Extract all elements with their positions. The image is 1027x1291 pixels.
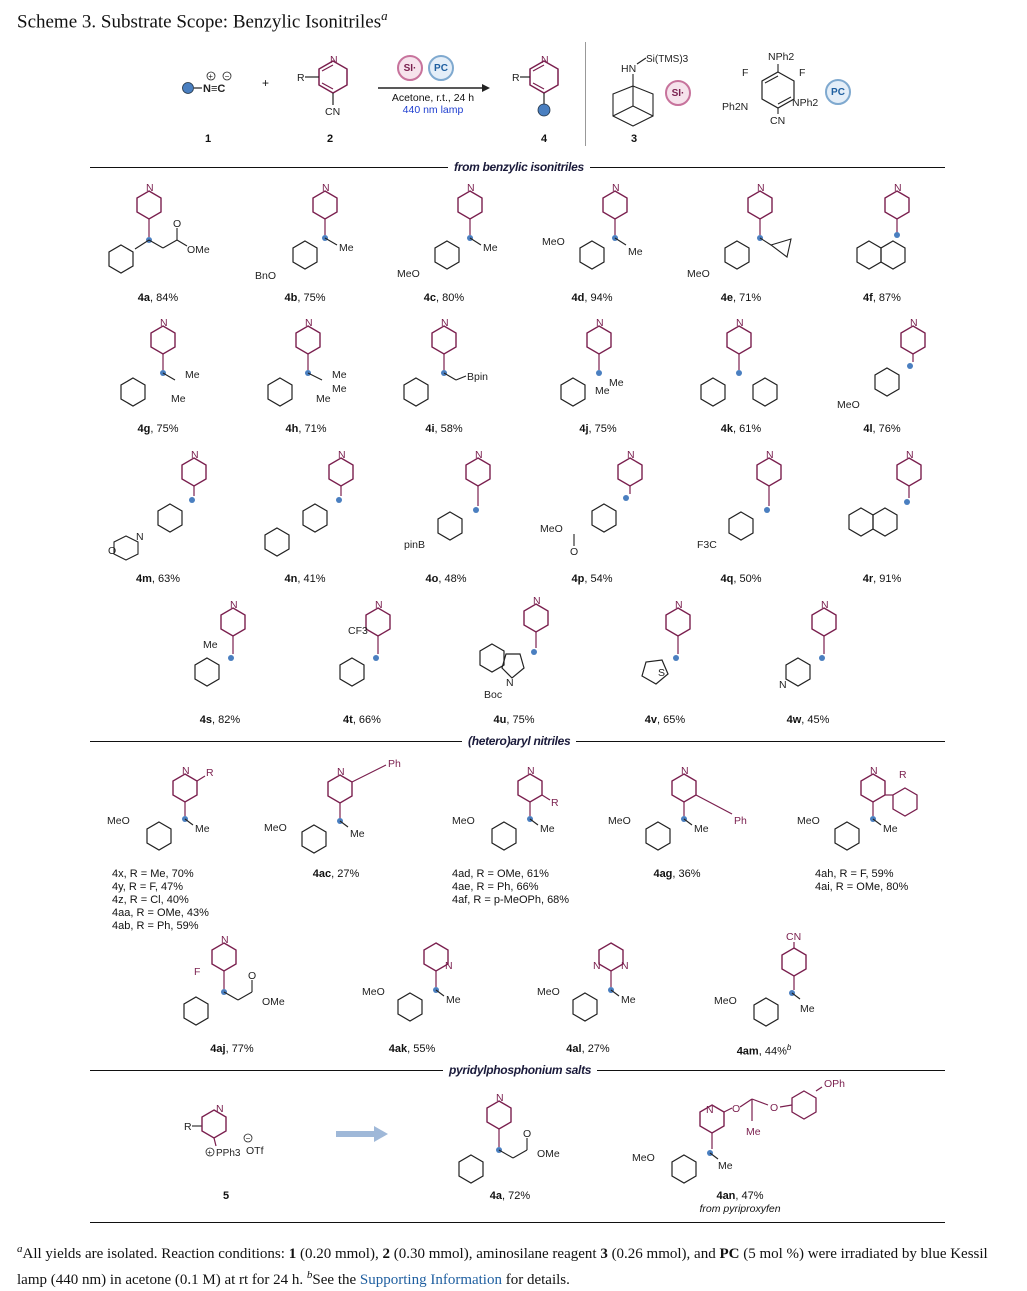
- svg-text:Me: Me: [195, 823, 210, 835]
- structure-4k: [695, 318, 795, 413]
- svg-text:MeO: MeO: [687, 268, 710, 280]
- svg-text:N: N: [337, 766, 345, 778]
- compound-number-3: 3: [630, 133, 638, 145]
- svg-text:O: O: [770, 1102, 779, 1114]
- svg-text:Me: Me: [718, 1160, 733, 1172]
- section-heading-benzylic: from benzylic isonitriles: [448, 160, 590, 174]
- structure-4m: [108, 450, 218, 565]
- structure-4ac: [262, 755, 412, 865]
- svg-text:N: N: [160, 317, 168, 329]
- svg-text:CN: CN: [786, 931, 802, 943]
- caption-4q: 4q, 50%: [720, 573, 762, 585]
- caption-4ak: 4ak, 55%: [388, 1043, 436, 1055]
- svg-text:OTf: OTf: [246, 1145, 264, 1157]
- photocatalyst-badge-2: PC: [825, 79, 851, 105]
- caption-line: 4aa, R = OMe, 43%: [112, 907, 209, 919]
- caption-4f: 4f, 87%: [863, 292, 901, 304]
- structure-4d: [540, 183, 650, 283]
- svg-text:N: N: [894, 182, 902, 194]
- svg-text:Me: Me: [339, 242, 354, 254]
- structure-4t: [330, 600, 410, 695]
- caption-line: 4y, R = F, 47%: [112, 881, 184, 893]
- caption-4d: 4d, 94%: [571, 292, 613, 304]
- svg-text:O: O: [570, 546, 579, 558]
- svg-text:Boc: Boc: [484, 689, 503, 701]
- svg-text:MeO: MeO: [540, 523, 563, 535]
- svg-text:N: N: [621, 960, 629, 972]
- scheme-title: Scheme 3. Substrate Scope: Benzylic Isonitriles$^a$: [17, 8, 388, 33]
- svg-text:N: N: [527, 765, 535, 777]
- structure-4g: [115, 318, 215, 413]
- structure-4e: [685, 183, 805, 283]
- svg-text:N: N: [736, 317, 744, 329]
- svg-text:R: R: [899, 769, 907, 781]
- svg-text:N: N: [445, 960, 453, 972]
- svg-text:Me: Me: [800, 1003, 815, 1015]
- svg-text:N: N: [612, 182, 620, 194]
- svg-text:R: R: [184, 1121, 192, 1133]
- caption-4e: 4e, 71%: [720, 292, 762, 304]
- svg-text:Me: Me: [332, 369, 347, 381]
- svg-text:F: F: [799, 67, 806, 79]
- caption-4k: 4k, 61%: [720, 423, 762, 435]
- silicon-reagent-badge: SI·: [397, 55, 423, 81]
- svg-text:N: N: [475, 449, 483, 461]
- svg-text:Me: Me: [883, 823, 898, 835]
- svg-text:O: O: [173, 218, 182, 230]
- svg-text:+: +: [208, 72, 213, 81]
- svg-text:N: N: [506, 677, 514, 689]
- arrow-to-4a: [336, 1126, 391, 1142]
- caption-4ah-4ai: 4ah, R = F, 59% 4ai, R = OMe, 80%: [815, 868, 909, 893]
- svg-text:MeO: MeO: [714, 995, 737, 1007]
- svg-text:Me: Me: [332, 383, 347, 395]
- svg-text:R: R: [512, 72, 520, 84]
- caption-line: 4ab, R = Ph, 59%: [112, 920, 199, 932]
- svg-text:Me: Me: [171, 393, 186, 405]
- caption-4a: 4a, 84%: [137, 292, 179, 304]
- caption-line: 4x, R = Me, 70%: [112, 868, 194, 880]
- structure-4am: [712, 928, 822, 1033]
- caption-4o: 4o, 48%: [425, 573, 467, 585]
- svg-text:N: N: [906, 449, 914, 461]
- svg-text:O: O: [108, 545, 117, 557]
- structure-4w: [770, 600, 850, 695]
- svg-text:N: N: [706, 1104, 714, 1116]
- caption-4an-note: from pyriproxyfen: [699, 1203, 781, 1215]
- structure-4j: [555, 318, 645, 413]
- svg-text:N: N: [146, 182, 154, 194]
- svg-text:BnO: BnO: [255, 270, 277, 282]
- svg-text:N: N: [441, 317, 449, 329]
- section-rule-bottom: [90, 1222, 945, 1223]
- svg-text:N: N: [375, 599, 383, 611]
- svg-text:N: N: [675, 599, 683, 611]
- structure-4b: [255, 183, 365, 283]
- caption-4g: 4g, 75%: [137, 423, 179, 435]
- svg-text:Me: Me: [203, 639, 218, 651]
- structure-4aj: [180, 935, 300, 1030]
- structure-4c: [395, 183, 505, 283]
- svg-text:N: N: [766, 449, 774, 461]
- svg-text:N: N: [496, 1092, 504, 1104]
- svg-text:N: N: [322, 182, 330, 194]
- svg-text:PPh3: PPh3: [216, 1148, 241, 1159]
- compound-number-2: 2: [326, 133, 334, 145]
- svg-text:MeO: MeO: [542, 236, 565, 248]
- svg-text:MeO: MeO: [107, 815, 130, 827]
- structure-4o: [400, 450, 510, 555]
- svg-text:Me: Me: [316, 393, 331, 405]
- structure-4a-phosphonium: [455, 1093, 575, 1188]
- svg-text:MeO: MeO: [362, 986, 385, 998]
- svg-text:OMe: OMe: [262, 996, 285, 1008]
- svg-text:MeO: MeO: [797, 815, 820, 827]
- svg-text:CN: CN: [325, 106, 341, 118]
- structure-4ad-4af: [450, 762, 570, 862]
- structure-4ah-4ai: [795, 762, 945, 862]
- svg-text:Me: Me: [609, 377, 624, 389]
- caption-4p: 4p, 54%: [571, 573, 613, 585]
- svg-text:O: O: [248, 970, 257, 982]
- structure-4u: [470, 595, 570, 703]
- structure-4q: [695, 450, 805, 555]
- caption-4v: 4v, 65%: [644, 714, 686, 726]
- caption-4b: 4b, 75%: [284, 292, 326, 304]
- svg-text:N: N: [230, 599, 238, 611]
- svg-text:Me: Me: [694, 823, 709, 835]
- svg-text:F: F: [194, 966, 201, 978]
- caption-4u: 4u, 75%: [493, 714, 535, 726]
- svg-text:N: N: [757, 182, 765, 194]
- photocatalyst-badge: PC: [428, 55, 454, 81]
- svg-text:N: N: [541, 54, 549, 66]
- section-heading-heteroaryl: (hetero)aryl nitriles: [462, 734, 576, 748]
- svg-text:Me: Me: [621, 994, 636, 1006]
- svg-text:−: −: [224, 72, 230, 81]
- compound-number-5: 5: [222, 1190, 230, 1202]
- structure-4an: [630, 1075, 860, 1190]
- caption-4ag: 4ag, 36%: [653, 868, 701, 880]
- svg-text:N: N: [681, 765, 689, 777]
- header-divider: [585, 42, 586, 146]
- caption-4j: 4j, 75%: [579, 423, 617, 435]
- svg-text:N: N: [305, 317, 313, 329]
- svg-text:N: N: [910, 317, 918, 329]
- svg-text:N: N: [870, 765, 878, 777]
- svg-text:R: R: [297, 72, 305, 84]
- svg-text:HN: HN: [621, 63, 637, 75]
- svg-text:Me: Me: [483, 242, 498, 254]
- silicon-reagent-badge-2: SI·: [665, 80, 691, 106]
- svg-text:N: N: [627, 449, 635, 461]
- svg-text:N: N: [330, 54, 338, 66]
- svg-text:Me: Me: [540, 823, 555, 835]
- svg-text:Ph2N: Ph2N: [722, 101, 749, 113]
- svg-text:S: S: [658, 667, 666, 679]
- caption-4c: 4c, 80%: [423, 292, 465, 304]
- svg-text:OMe: OMe: [537, 1148, 560, 1160]
- compound-number-1: 1: [204, 133, 212, 145]
- svg-text:pinB: pinB: [404, 539, 426, 551]
- section-heading-phosphonium: pyridylphosphonium salts: [443, 1063, 597, 1077]
- svg-text:N≡C: N≡C: [203, 83, 226, 95]
- svg-text:Ph: Ph: [388, 758, 401, 770]
- svg-text:OMe: OMe: [187, 244, 210, 256]
- svg-text:R: R: [551, 797, 559, 809]
- caption-4am: 4am, 44%$^b$: [736, 1043, 792, 1058]
- plus-sign: +: [262, 76, 270, 90]
- structure-4a: [105, 183, 215, 283]
- footnote: $^a$All yields are isolated. Reaction conditions: 1 (0.20 mmol), 2 (0.30 mmol), aminosilane reagent 3 (0.26 mmol), and PC (5 mol %) were irradiated by blue Kessil lamp (440 nm) in acetone (0.1 M) at rt for 24 h. $^b$See the Supporting Information for details.: [17, 1243, 988, 1288]
- svg-text:N: N: [191, 449, 199, 461]
- svg-text:NPh2: NPh2: [792, 97, 819, 109]
- caption-4a-phosphonium: 4a, 72%: [489, 1190, 531, 1202]
- structure-4f: [845, 183, 925, 283]
- svg-text:MeO: MeO: [452, 815, 475, 827]
- svg-text:OPh: OPh: [824, 1078, 846, 1090]
- caption-4l: 4l, 76%: [863, 423, 901, 435]
- structure-4h: [262, 318, 362, 413]
- svg-text:N: N: [533, 595, 541, 607]
- svg-text:Si(TMS)3: Si(TMS)3: [646, 54, 689, 65]
- structure-4al: [535, 935, 645, 1030]
- svg-text:+: +: [207, 1148, 212, 1157]
- caption-4t: 4t, 66%: [343, 714, 381, 726]
- caption-4i: 4i, 58%: [425, 423, 463, 435]
- svg-text:O: O: [523, 1128, 532, 1140]
- svg-text:Me: Me: [350, 828, 365, 840]
- caption-4s: 4s, 82%: [199, 714, 241, 726]
- svg-text:Me: Me: [746, 1126, 761, 1138]
- svg-text:N: N: [338, 449, 346, 461]
- svg-text:Me: Me: [446, 994, 461, 1006]
- svg-text:MeO: MeO: [837, 399, 860, 411]
- svg-text:N: N: [593, 960, 601, 972]
- caption-4h: 4h, 71%: [285, 423, 327, 435]
- svg-text:N: N: [467, 182, 475, 194]
- svg-text:N: N: [182, 765, 190, 777]
- structure-4l: [835, 318, 945, 413]
- svg-text:R: R: [206, 767, 214, 779]
- compound-number-4: 4: [540, 133, 548, 145]
- svg-text:Me: Me: [595, 385, 610, 397]
- caption-4x-4ab: [112, 868, 209, 933]
- reaction-conditions: Acetone, r.t., 24 h 440 nm lamp: [391, 92, 475, 116]
- svg-text:MeO: MeO: [632, 1152, 655, 1164]
- photocatalyst-structure: [720, 48, 830, 128]
- structure-4r: [835, 450, 945, 555]
- svg-text:Bpin: Bpin: [467, 371, 489, 383]
- svg-text:NPh2: NPh2: [768, 51, 795, 63]
- svg-text:−: −: [245, 1134, 251, 1143]
- structure-4ag: [606, 762, 756, 862]
- svg-text:O: O: [732, 1103, 741, 1115]
- isonitrile-reagent: [180, 70, 240, 110]
- caption-4w: 4w, 45%: [786, 714, 830, 726]
- caption-4r: 4r, 91%: [862, 573, 902, 585]
- supporting-information-link[interactable]: Supporting Information: [359, 1272, 502, 1288]
- nitrile-reactant: [295, 55, 365, 125]
- svg-text:F: F: [742, 67, 749, 79]
- product-4: [510, 55, 580, 125]
- caption-4m: 4m, 63%: [135, 573, 181, 585]
- svg-text:MeO: MeO: [264, 822, 287, 834]
- svg-text:N: N: [596, 317, 604, 329]
- structure-4p: [540, 449, 650, 558]
- structure-4s: [185, 600, 265, 695]
- caption-4aj: 4aj, 77%: [210, 1043, 254, 1055]
- svg-text:MeO: MeO: [397, 268, 420, 280]
- structure-4x-4ab: [105, 762, 225, 862]
- caption-4n: 4n, 41%: [284, 573, 326, 585]
- svg-text:F3C: F3C: [697, 539, 717, 551]
- svg-text:CF3: CF3: [348, 625, 368, 637]
- svg-text:Ph: Ph: [734, 815, 747, 827]
- svg-text:MeO: MeO: [608, 815, 631, 827]
- svg-text:N: N: [136, 531, 144, 543]
- caption-4ad-4af: 4ad, R = OMe, 61% 4ae, R = Ph, 66% 4af, R = p-MeOPh, 68%: [452, 868, 570, 906]
- svg-text:N: N: [216, 1103, 224, 1115]
- structure-4n: [255, 450, 365, 560]
- svg-text:N: N: [821, 599, 829, 611]
- structure-4ak: [360, 935, 470, 1030]
- structure-4v: [628, 600, 708, 695]
- structure-salt-5: [180, 1098, 280, 1168]
- svg-text:MeO: MeO: [537, 986, 560, 998]
- svg-text:N: N: [779, 679, 787, 691]
- svg-text:Me: Me: [628, 246, 643, 258]
- caption-4al: 4al, 27%: [566, 1043, 610, 1055]
- svg-text:N: N: [221, 934, 229, 946]
- caption-4an: 4an, 47%: [716, 1190, 764, 1202]
- caption-4ac: 4ac, 27%: [312, 868, 360, 880]
- caption-line: 4z, R = Cl, 40%: [112, 894, 189, 906]
- structure-4i: [400, 318, 510, 413]
- svg-text:Me: Me: [185, 369, 200, 381]
- svg-text:CN: CN: [770, 115, 786, 127]
